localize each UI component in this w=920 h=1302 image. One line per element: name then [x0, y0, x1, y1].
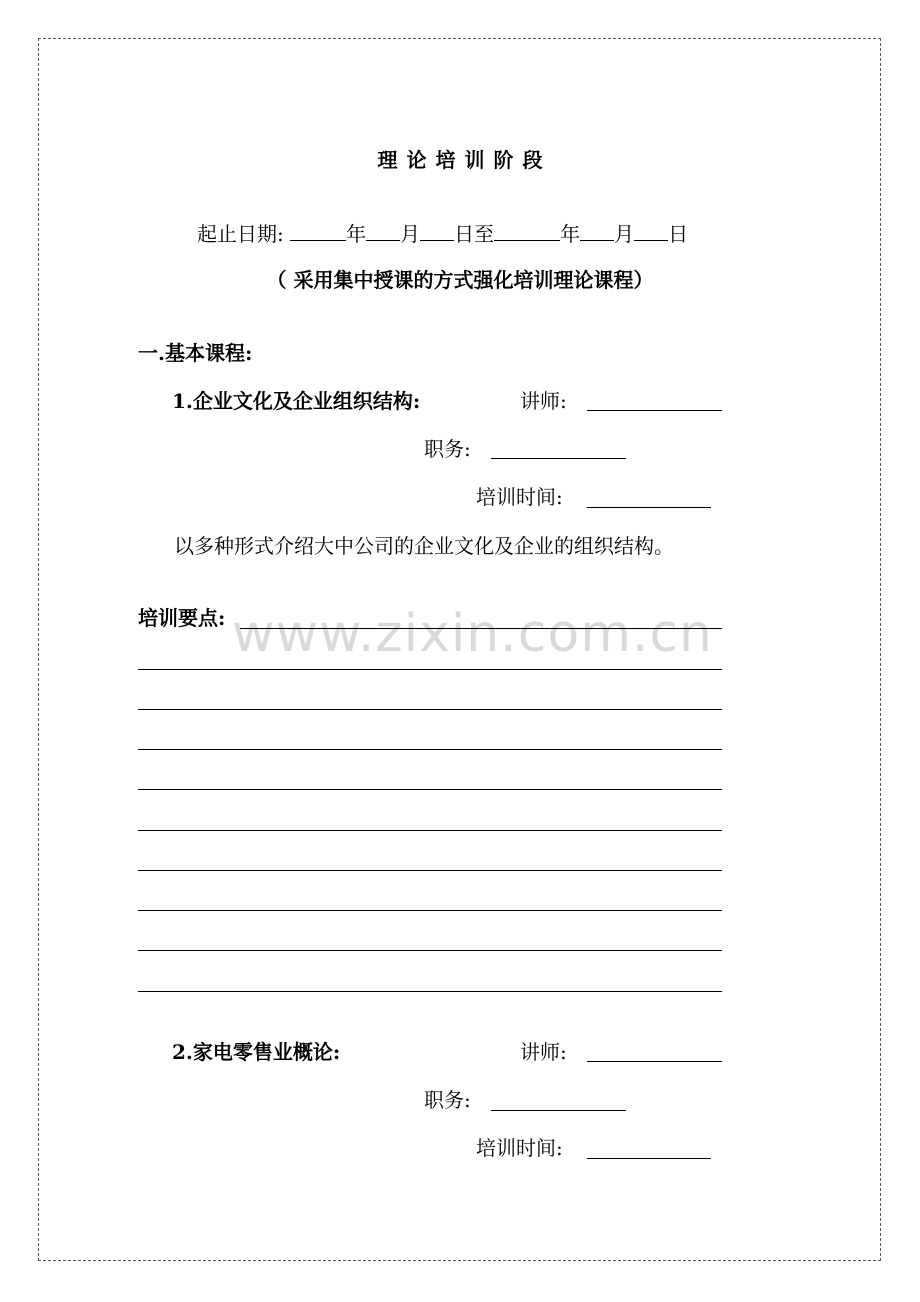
start-year-label: 年: [346, 222, 367, 246]
key-points-line-7[interactable]: [138, 870, 722, 871]
page-title: 理论培训阶段: [377, 148, 552, 172]
end-month-blank[interactable]: [580, 220, 614, 241]
key-points-line-4[interactable]: [138, 749, 722, 750]
start-month-blank[interactable]: [366, 220, 400, 241]
start-day-blank[interactable]: [420, 220, 454, 241]
end-year-label: 年: [560, 222, 581, 246]
key-points-line-9[interactable]: [138, 950, 722, 951]
key-points-line-5[interactable]: [138, 789, 722, 790]
course-1-description: 以多种形式介绍大中公司的企业文化及企业的组织结构。: [174, 534, 674, 558]
course-2-lecturer-label: 讲师:: [520, 1040, 567, 1064]
course-1-lecturer-blank[interactable]: [587, 410, 722, 411]
key-points-line-1[interactable]: [240, 628, 722, 629]
course-2-time-blank[interactable]: [587, 1158, 711, 1159]
key-points-line-6[interactable]: [138, 830, 722, 831]
course-2-position-label: 职务:: [424, 1088, 471, 1112]
course-2-lecturer-blank[interactable]: [587, 1061, 722, 1062]
key-points-line-3[interactable]: [138, 709, 722, 710]
end-year-blank[interactable]: [494, 220, 560, 241]
course-1-position-label: 职务:: [424, 437, 471, 461]
course-2-time-label: 培训时间:: [476, 1136, 563, 1160]
key-points-label: 培训要点:: [138, 606, 226, 630]
date-label: 起止日期:: [197, 222, 284, 246]
course-1-lecturer-label: 讲师:: [520, 389, 567, 413]
date-line: [197, 220, 688, 246]
start-year-blank[interactable]: [290, 220, 346, 241]
course-2-position-blank[interactable]: [491, 1110, 626, 1111]
key-points-line-2[interactable]: [138, 669, 722, 670]
key-points-line-8[interactable]: [138, 910, 722, 911]
key-points-line-10[interactable]: [138, 991, 722, 992]
start-month-label: 月: [400, 222, 421, 246]
end-day-label: 日: [668, 222, 689, 246]
subtitle: （ 采用集中授课的方式强化培训理论课程）: [266, 268, 654, 292]
course-1-position-blank[interactable]: [491, 458, 626, 459]
course-2-title: 2.家电零售业概论:: [172, 1040, 341, 1064]
section-heading: 一.基本课程:: [138, 341, 253, 365]
end-day-blank[interactable]: [634, 220, 668, 241]
watermark: www.zixin.com.cn: [232, 604, 713, 664]
end-month-label: 月: [614, 222, 635, 246]
start-day-label: 日至: [454, 222, 495, 246]
course-1-title: 1.企业文化及企业组织结构:: [172, 389, 421, 413]
course-1-time-label: 培训时间:: [476, 485, 563, 509]
course-1-time-blank[interactable]: [587, 507, 711, 508]
